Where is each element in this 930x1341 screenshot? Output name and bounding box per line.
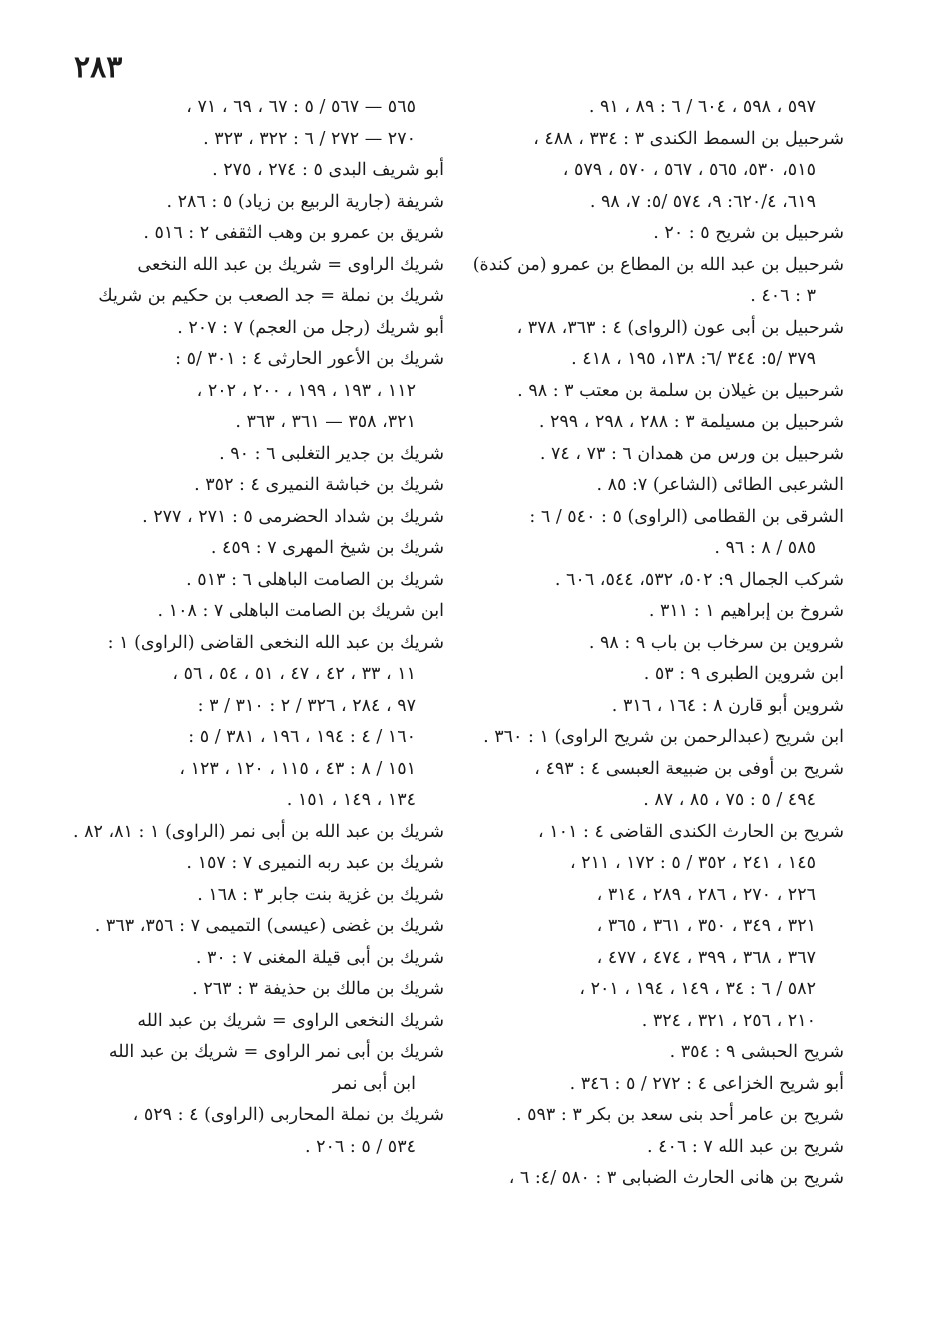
index-entry: شريك بن الأعور الحارثى ٤ : ٣٠١ /٥ : (175, 349, 444, 369)
index-entry: شريح بن عبد الله ٧ : ٤٠٦ . (647, 1136, 844, 1157)
index-entry: شريح بن عامر أحد بنى سعد بن بكر ٣ : ٥٩٣ . (515, 1105, 844, 1125)
index-entry: شريك بن غزية بنت جابر ٣ : ١٦٨ . (197, 884, 444, 905)
index-entry: شروخ بن إبراهيم ١ : ٣١١ . (648, 601, 844, 621)
index-entry-continuation: ٩٧ ، ٢٨٤ ، ٣٢٦ / ٢ : ٣١٠ / ٣ : (197, 695, 416, 716)
index-entry-continuation: ابن أبى نمر (332, 1073, 416, 1094)
index-entry: شريك بن عبد الله النخعى القاضى (الراوى) ١ : (107, 632, 444, 653)
index-entry-continuation: ٦١٩، ٦٢٠/٤: ٩، ٥٧٤ /٥: ٧، ٩٨ . (589, 191, 816, 212)
index-entry: شرحبيل بن مسيلمة ٣ : ٢٨٨ ، ٢٩٨ ، ٢٩٩ . (538, 412, 844, 432)
index-entry-continuation: ٣٦٧ ، ٣٦٨ ، ٣٩٩ ، ٤٧٤ ، ٤٧٧ ، (596, 947, 816, 968)
index-entry-continuation: ٥٨٥ / ٨ : ٩٦ . (714, 538, 816, 558)
index-entry-continuation: ١٣٤ ، ١٤٩ ، ١٥١ . (286, 790, 416, 810)
index-entry: شرحبيل بن عبد الله بن المطاع بن عمرو (من كندة) (472, 254, 844, 275)
index-entry: شريح الحبشى ٩ : ٣٥٤ . (669, 1042, 844, 1062)
index-entry-continuation: ٥٨٢ / ٦ : ٣٤ ، ١٤٩ ، ١٩٤ ، ٢٠١ ، (579, 979, 816, 999)
index-entry: شريك بن عبد ربه النميرى ٧ : ١٥٧ . (186, 853, 444, 873)
index-entry-continuation: ٢١٠ ، ٢٥٦ ، ٣٢١ ، ٣٢٤ . (641, 1010, 816, 1031)
index-entry: شرحبيل بن السمط الكندى ٣ : ٣٣٤ ، ٤٨٨ ، (533, 128, 844, 149)
index-entry: شرحبيل بن أبى عون (الرواى) ٤ : ٣٦٣، ٣٧٨ ، (516, 317, 844, 338)
index-entry: شريك الراوى = شريك بن عبد الله النخعى (137, 254, 444, 275)
index-entry-continuation: ٣٢١، ٣٥٨ — ٣٦١ ، ٣٦٣ . (235, 412, 416, 432)
index-entry: الشرقى بن القطامى (الراوى) ٥ : ٥٤٠ / ٦ : (529, 506, 844, 527)
index-entry: ابن شروين الطبرى ٩ : ٥٣ . (643, 664, 844, 684)
index-entry: الشرعبى الطائى (الشاعر) ٧: ٨٥ . (596, 475, 844, 495)
index-entry: شريفة (جارية الربيع بن زياد) ٥ : ٢٨٦ . (166, 191, 444, 212)
index-entry-continuation: ١١٢ ، ١٩٣ ، ١٩٩ ، ٢٠٠ ، ٢٠٢ ، (196, 380, 416, 401)
index-entry: شرحبيل بن ورس من همدان ٦ : ٧٣ ، ٧٤ . (539, 443, 844, 464)
index-entry: شريك بن شيخ المهرى ٧ : ٤٥٩ . (210, 538, 444, 558)
index-entry-continuation: ١٤٥ ، ٢٤١ ، ٣٥٢ / ٥ : ١٧٢ ، ٢١١ ، (569, 853, 816, 873)
index-entry: شرحبيل بن شريح ٥ : ٢٠ . (653, 223, 844, 243)
index-entry: شريك بن خباشة النميرى ٤ : ٣٥٢ . (194, 475, 444, 495)
index-entry: شريك بن مالك بن حذيفة ٣ : ٢٦٣ . (192, 979, 444, 999)
index-entry-continuation: ٥١٥، ٥٣٠، ٥٦٥ ، ٥٦٧ ، ٥٧٠ ، ٥٧٩ ، (562, 160, 816, 180)
index-entry: شروين بن سرخاب بن باب ٩ : ٩٨ . (588, 632, 844, 653)
index-entry-continuation: ٥٣٤ / ٥ : ٢٠٦ . (304, 1136, 416, 1157)
index-entry: أبو شريح الخزاعى ٤ : ٢٧٢ / ٥ : ٣٤٦ . (569, 1073, 844, 1094)
index-entry: شريك بن غضى (عيسى) التميمى ٧ : ٣٥٦، ٣٦٣ . (94, 916, 444, 936)
index-entry: شريك بن عبد الله بن أبى نمر (الراوى) ١ : ٨١، ٨٢ . (72, 821, 444, 842)
index-entry-continuation: ٤٩٤ / ٥ : ٧٥ ، ٨٥ ، ٨٧ . (643, 790, 816, 810)
index-entry-continuation: ٢٧٠ — ٢٧٢ / ٦ : ٣٢٢ ، ٣٢٣ . (203, 128, 416, 149)
index-entry: ابن شريح (عبدالرحمن بن شريح الراوى) ١ : ٣٦٠ . (483, 727, 844, 747)
index-entry-continuation: ٣ : ٤٠٦ . (750, 286, 816, 306)
index-entry-continuation: ١٥١ / ٨ : ٤٣ ، ١١٥ ، ١٢٠ ، ١٢٣ ، (179, 758, 416, 779)
index-entry: شريح بن هانى الحارث الضبابى ٣ : ٥٨٠ /٤: ٦ ، (508, 1168, 844, 1188)
index-entry: ابن شريك بن الصامت الباهلى ٧ : ١٠٨ . (157, 601, 444, 621)
page-number: ٢٨٣ (74, 50, 123, 85)
index-entry: شريق بن عمرو بن وهب الثقفى ٢ : ٥١٦ . (143, 223, 444, 243)
index-entry: شروين أبو قارن ٨ : ١٦٤ ، ٣١٦ . (611, 695, 844, 716)
index-entry-continuation: ٣٢١ ، ٣٤٩ ، ٣٥٠ ، ٣٦١ ، ٣٦٥ ، (596, 916, 816, 936)
index-entry: شريك بن أبى نمر الراوى = شريك بن عبد الله (108, 1042, 444, 1062)
index-entry: شريك بن الصامت الباهلى ٦ : ٥١٣ . (186, 569, 444, 590)
index-column-left (62, 92, 444, 1242)
index-entry: شرحبيل بن غيلان بن سلمة بن معتب ٣ : ٩٨ . (517, 380, 844, 401)
index-entry: أبو شريف البدى ٥ : ٢٧٤ ، ٢٧٥ . (212, 160, 444, 180)
index-entry: شريك النخعى الراوى = شريك بن عبد الله (137, 1010, 444, 1031)
index-entry-continuation: ٣٧٩ /٥: ٣٤٤ /٦: ١٣٨، ١٩٥ ، ٤١٨ . (571, 349, 816, 369)
index-entry: شريك بن شداد الحضرمى ٥ : ٢٧١ ، ٢٧٧ . (142, 506, 444, 527)
index-entry: شريك بن جدير التغلبى ٦ : ٩٠ . (219, 443, 444, 464)
index-entry-continuation: ٥٩٧ ، ٥٩٨ ، ٦٠٤ / ٦ : ٨٩ ، ٩١ . (588, 97, 816, 117)
index-entry: شريك بن أبى قيلة المغنى ٧ : ٣٠ . (195, 947, 444, 968)
index-entry: شركب الجمال ٩: ٥٠٢، ٥٣٢، ٥٤٤، ٦٠٦ . (554, 569, 844, 590)
index-entry: أبو شريك (رجل من العجم) ٧ : ٢٠٧ . (177, 317, 444, 338)
index-entry-continuation: ١٦٠ / ٤ : ١٩٤ ، ١٩٦ ، ٣٨١ / ٥ : (188, 727, 416, 747)
index-entry: شريح بن أوفى بن ضبيعة العبسى ٤ : ٤٩٣ ، (534, 758, 844, 779)
index-entry: شريك بن نملة المحاربى (الراوى) ٤ : ٥٢٩ ، (132, 1105, 444, 1125)
index-column-right (462, 92, 844, 1242)
index-entry-continuation: ٢٢٦ ، ٢٧٠ ، ٢٨٦ ، ٢٨٩ ، ٣١٤ ، (596, 884, 816, 905)
index-entry: شريك بن نملة = جد الصعب بن حكيم بن شريك (98, 286, 444, 306)
index-entry: شريح بن الحارث الكندى القاضى ٤ : ١٠١ ، (538, 821, 844, 842)
index-entry-continuation: ٥٦٥ — ٥٦٧ / ٥ : ٦٧ ، ٦٩ ، ٧١ ، (186, 97, 416, 117)
index-entry-continuation: ١١ ، ٣٣ ، ٤٢ ، ٤٧ ، ٥١ ، ٥٤ ، ٥٦ ، (172, 664, 416, 684)
